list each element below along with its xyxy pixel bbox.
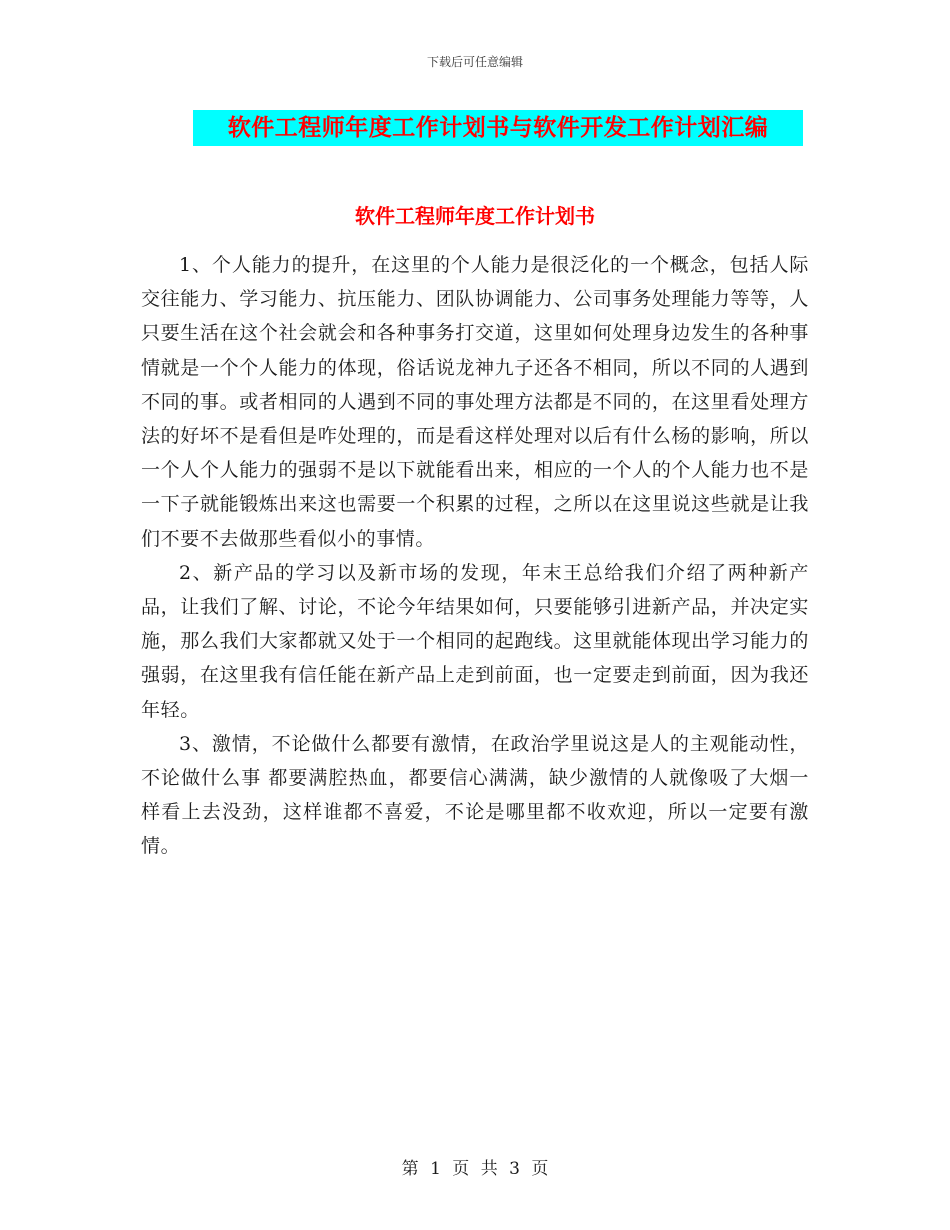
- section-title: 软件工程师年度工作计划书: [355, 204, 595, 228]
- main-title-highlight: [193, 110, 803, 146]
- header-note: 下载后可任意编辑: [426, 55, 523, 69]
- paragraph-2: 2、新产品的学习以及新市场的发现，年末王总给我们介绍了两种新产品，让我们了解、讨论，不论今年结果如何，只要能够引进新产品，并决定实施，那么我们大家都就又处于一个相同的起跑线。这里就能体现出学习能力的强弱，在这里我有信任能在新产品上走到前面，也一定要走到前面，因为我还年轻。: [141, 561, 809, 721]
- paragraph-1: 1、个人能力的提升，在这里的个人能力是很泛化的一个概念，包括人际交往能力、学习能力、抗压能力、团队协调能力、公司事务处理能力等等，人只要生活在这个社会就会和各种事务打交道，这里如何处理身边发生的各种事情就是一个个人能力的体现，俗话说龙神九子还各不相同，所以不同的人遇到不同的事。或者相同的人遇到不同的事处理方法都是不同的，在这里看处理方法的好坏不是看但是咋处理的，而是看这样处理对以后有什么杨的影响，所以一个人个人能力的强弱不是以下就能看出来，相应的一个人的个人能力也不是一下子就能锻炼出来这也需要一个积累的过程，之所以在这里说这些就是让我们不要不去做那些看似小的事情。: [141, 254, 809, 550]
- main-title: 软件工程师年度工作计划书与软件开发工作计划汇编: [227, 115, 769, 141]
- page-indicator: 第 1 页 共 3 页: [401, 1159, 549, 1179]
- document-body: [141, 248, 809, 864]
- paragraph-3: 3、激情，不论做什么都要有激情，在政治学里说这是人的主观能动性，不论做什么事 都要满腔热血，都要信心满满，缺少激情的人就像吸了大烟一样看上去没劲，这样谁都不喜爱，不论是哪里都不收欢迎，所以一定要有激情。: [141, 732, 809, 858]
